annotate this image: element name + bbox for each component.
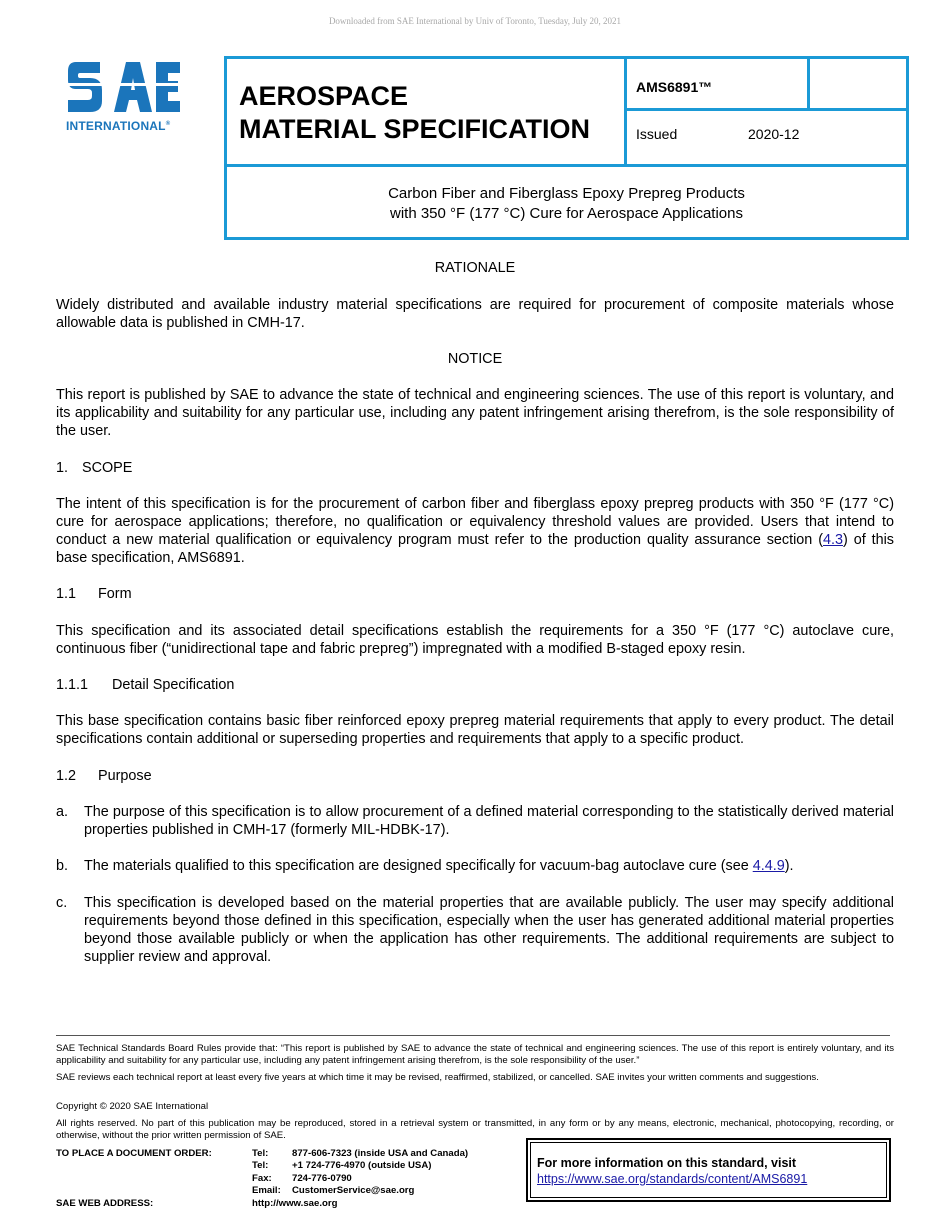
phone-inside-usa: 877-606-7323 (inside USA and Canada): [292, 1148, 469, 1159]
revision-box: [807, 56, 909, 111]
issued-label: Issued: [636, 126, 678, 142]
standard-url-link[interactable]: https://www.sae.org/standards/content/AMS6891: [537, 1172, 808, 1186]
logo-wordmark: INTERNATIONAL®: [66, 119, 171, 133]
contact-labels: Tel: Tel: Fax: Email:: [252, 1148, 281, 1196]
rationale-body: Widely distributed and available industry material specifications are required for procurement of composite materials whose allowable data is published in CMH-17.: [56, 297, 894, 331]
spec-type-title: AEROSPACE MATERIAL SPECIFICATION: [239, 81, 590, 144]
doc-number: AMS6891™: [636, 79, 713, 95]
web-address-link[interactable]: http://www.sae.org: [252, 1198, 338, 1209]
document-title: Carbon Fiber and Fiberglass Epoxy Prepreg Products with 350 °F (177 °C) Cure for Aerospace Applications: [388, 185, 745, 222]
section-1-1-heading: 1.1 Form: [56, 586, 132, 602]
rationale-heading: RATIONALE: [434, 260, 516, 276]
section-4-3-link[interactable]: 4.3: [823, 532, 844, 548]
footer-copyright: Copyright © 2020 SAE International: [56, 1101, 209, 1112]
doc-number-box: [624, 56, 810, 111]
title-box: [224, 164, 909, 240]
fax-number: 724-776-0790: [292, 1172, 352, 1184]
download-watermark: Downloaded from SAE International by Univ of Toronto, Tuesday, July 20, 2021: [328, 16, 622, 26]
issued-box: [624, 108, 909, 167]
footer-review-note: SAE reviews each technical report at least every five years at which time it may be revised, reaffirmed, stabilized, or cancelled. SAE invites your written comments and suggestions.: [56, 1072, 819, 1083]
form-body: This specification and its associated detail specifications establish the requirements for a 350 °F (177 °C) autoclave cure, continuous fiber (“unidirectional tape and fabric prepreg”) impregnated with a modified B-staged epoxy resin.: [56, 623, 894, 657]
footer-rights: All rights reserved. No part of this publication may be reproduced, stored in a retrieval system or transmitted, in any form or by any means, electronic, mechanical, photocopying, recording, or otherwise, without the prior written permission of SAE.: [56, 1118, 894, 1141]
email-address[interactable]: CustomerService@sae.org: [292, 1184, 415, 1196]
footer-divider: [56, 1035, 890, 1036]
more-info-label: For more information on this standard, visit: [537, 1156, 797, 1170]
section-1-heading: 1. SCOPE: [56, 460, 133, 476]
issued-date: 2020-12: [748, 126, 800, 142]
more-info-box: [526, 1138, 891, 1202]
footer-board-rules: SAE Technical Standards Board Rules provide that: “This report is published by SAE to advance the state of technical and engineering sciences. The use of this report is entirely voluntary, and its applicability and suitability for any particular use, including any patent infringement arising therefrom, is the sole responsibility of the user.”: [56, 1043, 894, 1066]
scope-body: The intent of this specification is for the procurement of carbon fiber and fiberglass epoxy prepreg products with 350 °F (177 °C) cure for aerospace applications; therefore, no qualification or equivalency threshold values are provided. Users that intend to conduct a new material qualification or equivalency program must refer to the production quality assurance section (4.3) of this base specification, AMS6891.: [56, 496, 894, 566]
order-label: TO PLACE A DOCUMENT ORDER:: [56, 1148, 212, 1159]
purpose-item-a: a. The purpose of this specification is to allow procurement of a defined material corresponding to the statistically derived material properties published in CMH-17 (formerly MIL-HDBK-17).: [56, 804, 894, 838]
purpose-item-b: b. The materials qualified to this specification are designed specifically for vacuum-bag autoclave cure (see 4.4.9).: [56, 858, 794, 874]
section-4-4-9-link[interactable]: 4.4.9: [752, 858, 785, 874]
web-address-label: SAE WEB ADDRESS:: [56, 1198, 154, 1209]
notice-body: This report is published by SAE to advance the state of technical and engineering sciences. The use of this report is voluntary, and its applicability and suitability for any particular use, including any patent infringement arising therefrom, is the sole responsibility of the user.: [56, 387, 894, 439]
spec-type-box: [224, 56, 627, 167]
detail-body: This base specification contains basic fiber reinforced epoxy prepreg material requirements that apply to every product. The detail specifications contain additional or superseding properties and requirements that apply to a specific product.: [56, 713, 894, 747]
phone-outside-usa: +1 724-776-4970 (outside USA): [292, 1160, 432, 1172]
purpose-item-c: c. This specification is developed based on the material properties that are available publicly. The user may specify additional requirements beyond those defined in this specification, especially when the user has generated additional material properties beyond those available publicly or when the application has other requirements. The additional requirements are subject to supplier review and approval.: [56, 895, 894, 965]
contact-values: [292, 1148, 468, 1197]
section-1-1-1-heading: 1.1.1 Detail Specification: [56, 677, 235, 693]
section-1-2-heading: 1.2 Purpose: [56, 768, 152, 784]
notice-heading: NOTICE: [447, 351, 503, 367]
